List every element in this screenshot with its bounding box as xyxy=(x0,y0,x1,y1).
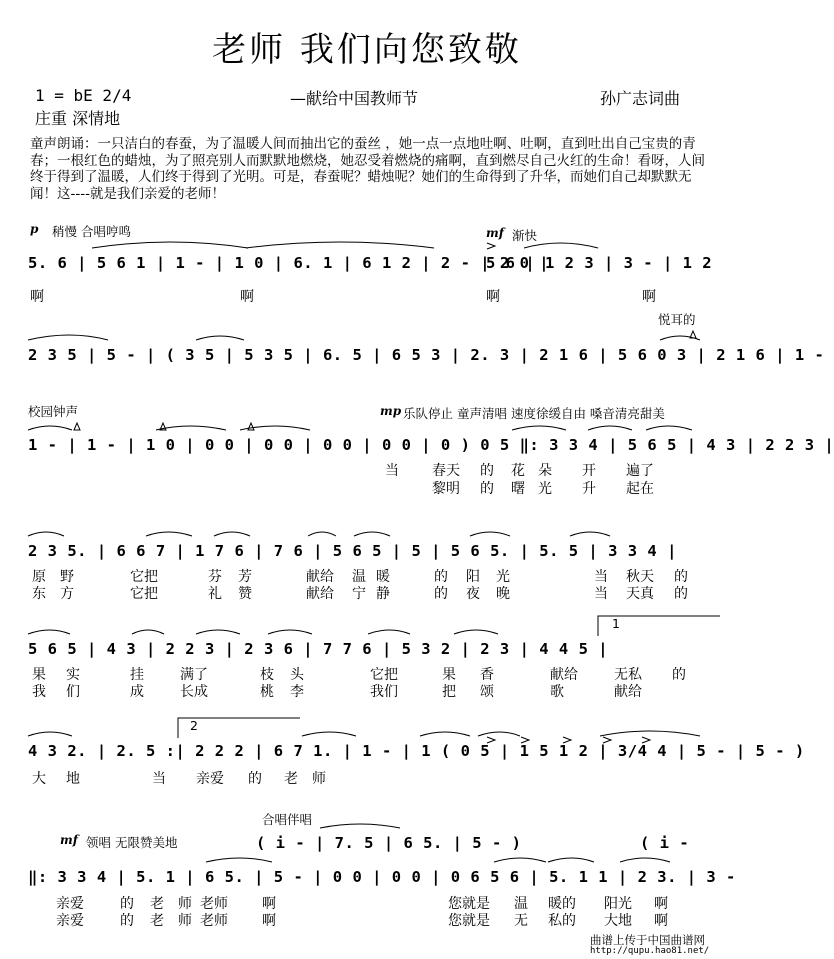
lyric: 的 xyxy=(248,771,262,787)
lyric: 啊 xyxy=(654,896,668,912)
slur xyxy=(206,858,272,862)
lyric: 挂 xyxy=(130,667,144,683)
lyric: 的 xyxy=(480,463,494,479)
lyric: 把 xyxy=(442,684,456,700)
lyric: 起在 xyxy=(626,481,654,497)
lyric: 啊 xyxy=(262,896,276,912)
lyric: 光 xyxy=(496,569,510,585)
lyric: 当 xyxy=(594,569,608,585)
slur xyxy=(320,824,400,828)
slur xyxy=(454,630,498,634)
slur xyxy=(196,630,240,634)
lyric: 满了 xyxy=(180,667,208,683)
lyric: 的 xyxy=(434,569,448,585)
accent-mark xyxy=(487,243,495,249)
volta-number: 1 xyxy=(612,616,620,631)
tenuto-mark xyxy=(690,331,696,338)
lyric: 我 xyxy=(32,684,46,700)
slur xyxy=(478,732,520,736)
slur xyxy=(494,858,546,862)
lyric: 师 xyxy=(312,771,326,787)
accent-mark xyxy=(563,737,571,743)
notation-line-upper: ( i - xyxy=(640,834,690,852)
slur xyxy=(354,532,390,536)
lyric: 春天 xyxy=(432,463,460,479)
lyric: 宁 xyxy=(352,586,366,602)
lyric: 果 xyxy=(442,667,456,683)
dynamic-mark: mf xyxy=(486,226,504,240)
notation-line: 2 3 5. | 6 6 7 | 1 7 6 | 7 6 | 5 6 5 | 5 | 5 6 5. | 5. 5 | 3 3 4 | xyxy=(28,542,677,560)
lyric: 师 xyxy=(178,913,192,929)
lyric: 方 xyxy=(60,586,74,602)
slur xyxy=(156,426,226,430)
lyric: 您就是 xyxy=(448,913,490,929)
slur xyxy=(600,731,700,736)
lyric: 长成 xyxy=(180,684,208,700)
slur xyxy=(240,426,310,430)
lyric: 啊 xyxy=(240,289,254,305)
dynamic-mark: mf xyxy=(60,833,78,847)
lyric: 献给 xyxy=(306,586,334,602)
lyric: 朵 xyxy=(538,463,552,479)
slur xyxy=(92,242,248,248)
dynamic-mark: mp xyxy=(380,404,402,418)
lyric: 芬 xyxy=(208,569,222,585)
slur xyxy=(28,335,108,340)
lyric: 当 xyxy=(152,771,166,787)
footer-url[interactable]: http://qupu.hao81.net/ xyxy=(590,946,710,956)
subtitle: —献给中国教师节 xyxy=(290,89,419,108)
composer-credit: 孙广志词曲 xyxy=(600,89,681,108)
lyric: 献给 xyxy=(306,569,334,585)
slur xyxy=(146,532,192,536)
notation-line-upper: ( i - | 7. 5 | 6 5. | 5 - ) xyxy=(256,834,522,852)
lyric: 实 xyxy=(66,667,80,683)
key-signature: 1 = bE 2/4 xyxy=(35,86,132,105)
lyric: 曙 xyxy=(511,481,525,497)
lyric: 暖的 xyxy=(548,896,576,912)
notation-line: 5 6 5 | 4 3 | 2 2 3 | 2 3 6 | 7 7 6 | 5 3 2 | 2 3 | 4 4 5 | xyxy=(28,640,609,658)
lyric: 原 xyxy=(32,569,46,585)
slur xyxy=(28,426,72,430)
lyric: 亲爱 xyxy=(56,896,84,912)
lyric: 桃 xyxy=(260,684,274,700)
lyric: 暖 xyxy=(376,569,390,585)
accent-mark xyxy=(642,737,650,743)
accent-mark xyxy=(487,737,495,743)
lyric: 无 xyxy=(514,913,528,929)
slur xyxy=(28,732,72,736)
tempo-marking: 庄重 深情地 xyxy=(35,109,121,128)
accent-mark xyxy=(521,737,529,743)
lyric: 东 xyxy=(32,586,46,602)
volta-bracket xyxy=(598,616,720,636)
lyric: 的 xyxy=(480,481,494,497)
expression-text: 合唱伴唱 xyxy=(262,812,313,827)
slur xyxy=(302,732,356,736)
lyric: 献给 xyxy=(614,684,642,700)
song-title: 老师 我们向您致敬 xyxy=(212,30,522,70)
notation-line: 2 3 5 | 5 - | ( 3 5 | 5 3 5 | 6. 5 | 6 5 3 | 2. 3 | 2 1 6 | 5 6 0 3 | 2 1 6 | 1 - xyxy=(28,346,825,364)
lyric: 芳 xyxy=(238,569,252,585)
lyric: 啊 xyxy=(642,289,656,305)
expression-text: 稍慢 合唱哼鸣 xyxy=(52,224,131,239)
lyric: 您就是 xyxy=(448,896,490,912)
slur xyxy=(28,532,64,536)
expression-text: 校园钟声 xyxy=(28,404,79,419)
lyric: 啊 xyxy=(262,913,276,929)
lyric: 老 xyxy=(150,896,164,912)
lyric: 光 xyxy=(538,481,552,497)
slur xyxy=(620,858,670,862)
lyric: 献给 xyxy=(550,667,578,683)
lyric: 地 xyxy=(66,771,80,787)
lyric: 夜 xyxy=(466,586,480,602)
lyric: 老师 xyxy=(200,896,228,912)
volta-number: 2 xyxy=(190,718,198,733)
slur xyxy=(524,243,598,248)
lyric: 啊 xyxy=(654,913,668,929)
lyric: 大 xyxy=(32,771,46,787)
dynamic-mark: p xyxy=(30,222,39,236)
slur xyxy=(570,532,610,536)
lyric: 的 xyxy=(120,913,134,929)
lyric: 亲爱 xyxy=(196,771,224,787)
lyric: 天真 xyxy=(626,586,654,602)
slur xyxy=(368,630,410,634)
lyric: 啊 xyxy=(30,289,44,305)
lyric: 的 xyxy=(120,896,134,912)
accent-mark xyxy=(603,737,611,743)
volta-bracket xyxy=(178,718,300,738)
lyric: 阳 xyxy=(466,569,480,585)
lyric: 师 xyxy=(178,896,192,912)
tenuto-mark xyxy=(248,423,254,430)
lyric: 遍了 xyxy=(626,463,654,479)
lyric: 颂 xyxy=(480,684,494,700)
lyric: 晚 xyxy=(496,586,510,602)
lyric: 野 xyxy=(60,569,74,585)
lyric: 头 xyxy=(290,667,304,683)
lyric: 的 xyxy=(434,586,448,602)
notation-line: ‖: 3 3 4 | 5. 1 | 6 5. | 5 - | 0 0 | 0 0 | 0 6 5 6 | 5. 1 1 | 2 3. | 3 - xyxy=(28,868,736,886)
lyric: 花 xyxy=(511,463,525,479)
slur xyxy=(512,426,566,430)
slur xyxy=(420,732,470,736)
lyric: 静 xyxy=(376,586,390,602)
slur xyxy=(588,426,632,430)
notation-line: 5 6 | 1 2 3 | 3 - | 1 2 xyxy=(486,254,713,272)
lyric: 老 xyxy=(284,771,298,787)
footer-credit: 曲谱上传于中国曲谱网 xyxy=(590,933,705,947)
lyric: 们 xyxy=(66,684,80,700)
lyric: 老 xyxy=(150,913,164,929)
lyric: 的 xyxy=(674,586,688,602)
lyric: 枝 xyxy=(260,667,274,683)
lyric: 啊 xyxy=(486,289,500,305)
tenuto-mark xyxy=(74,423,80,430)
expression-text: 悦耳的 xyxy=(658,312,696,327)
lyric: 开 xyxy=(582,463,596,479)
notation-line: 5. 6 | 5 6 1 | 1 - | 1 0 | 6. 1 | 6 1 2 | 2 - | 2 0 | xyxy=(28,254,550,272)
lyric: 我们 xyxy=(370,684,398,700)
lyric: 温 xyxy=(514,896,528,912)
expression-text: 渐快 xyxy=(512,228,538,243)
slur xyxy=(214,532,250,536)
slur xyxy=(470,532,510,536)
lyric: 的 xyxy=(672,667,686,683)
lyric: 它把 xyxy=(130,586,158,602)
lyric: 黎明 xyxy=(432,481,460,497)
lyric: 私的 xyxy=(548,913,576,929)
slur xyxy=(268,630,312,634)
expression-text: 乐队停止 童声清唱 速度徐缓自由 嗓音清亮甜美 xyxy=(403,406,665,421)
lyric: 亲爱 xyxy=(56,913,84,929)
lyric: 礼 xyxy=(208,586,222,602)
lyric: 赞 xyxy=(238,586,252,602)
notation-line: 4 3 2. | 2. 5 :| 2 2 2 | 6 7 1. | 1 - | 1 ( 0 5 | 1 5 1 2 | 3/4 4 | 5 - | 5 - ) xyxy=(28,742,805,760)
narration-text: 童声朗诵：一只洁白的春蚕，为了温暖人间而抽出它的蚕丝 ，她一点一点地吐啊、吐啊，直到吐出自己宝贵的青春；一根红色的蜡烛，为了照亮别人而默默地燃烧，她忍受着燃烧的痛啊，直到燃尽自己火红的生命！看呀，人间终于得到了温暖，人们终于得到了光明。可是，春蚕呢？蜡烛呢？她们的生命得到了升华，而她们自己却默默无闻！这----就是我们亲爱的老师！ xyxy=(30,136,705,202)
lyric: 它把 xyxy=(370,667,398,683)
notation-line: 1 - | 1 - | 1 0 | 0 0 | 0 0 | 0 0 | 0 0 | 0 ) 0 5 ‖: 3 3 4 | 5 6 5 | 4 3 | 2 2 3 | xyxy=(28,436,834,454)
slur xyxy=(646,426,692,430)
lyric: 老师 xyxy=(200,913,228,929)
lyric: 当 xyxy=(385,463,399,479)
lyric: 李 xyxy=(290,684,304,700)
slur xyxy=(132,630,164,634)
expression-text: 领唱 无限赞美地 xyxy=(86,835,178,850)
lyric: 果 xyxy=(32,667,46,683)
lyric: 的 xyxy=(674,569,688,585)
lyric: 温 xyxy=(352,569,366,585)
lyric: 成 xyxy=(130,684,144,700)
lyric: 香 xyxy=(480,667,494,683)
lyric: 歌 xyxy=(550,684,564,700)
slur xyxy=(548,858,594,862)
lyric: 阳光 xyxy=(604,896,632,912)
slur xyxy=(28,630,70,634)
slur xyxy=(308,532,336,536)
lyric: 大地 xyxy=(604,913,632,929)
slur xyxy=(196,336,244,340)
lyric: 它把 xyxy=(130,569,158,585)
lyric: 无私 xyxy=(614,667,642,683)
slur xyxy=(246,242,434,248)
lyric: 当 xyxy=(594,586,608,602)
lyric: 秋天 xyxy=(626,569,654,585)
lyric: 升 xyxy=(582,481,596,497)
